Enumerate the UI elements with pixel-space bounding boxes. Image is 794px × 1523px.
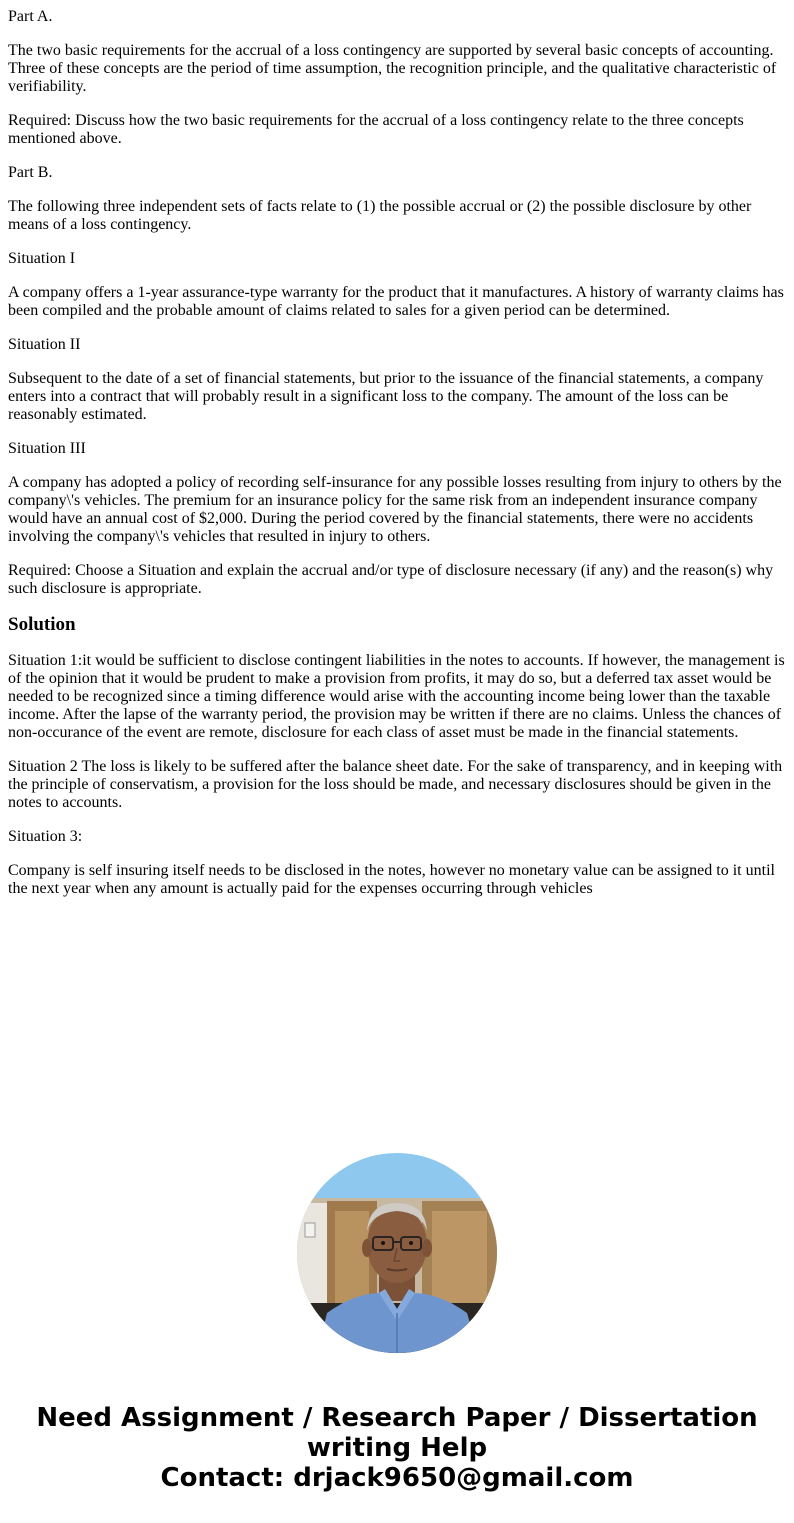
situation-3-text: A company has adopted a policy of recording self-insurance for any possible losses resulting from injury to others by the company\'s vehicles. The premium for an insurance policy for the same risk from an independent insurance company would have an annual cost of $2,000. During the period covered by the financial statements, there were no accidents involving the company\'s vehicles that resulted in injury to others.	[8, 474, 782, 545]
situation-3-title: Situation III	[8, 440, 86, 457]
portrait-photo-icon	[297, 1153, 497, 1353]
solution-situation-2: Situation 2 The loss is likely to be suffered after the balance sheet date. For the sake of transparency, and in keeping with the principle of conservatism, a provision for the loss should be made, and necessary disclosures should be given in the notes to accounts.	[8, 758, 783, 811]
situation-1-text: A company offers a 1-year assurance-type warranty for the product that it manufactures. A history of warranty claims has been compiled and the probable amount of claims related to sales for a given period can be determined.	[8, 284, 784, 319]
part-b-required: Required: Choose a Situation and explain the accrual and/or type of disclosure necessary (if any) and the reason(s) why such disclosure is appropriate.	[8, 562, 774, 597]
part-b-heading: Part B.	[8, 164, 53, 181]
promo-line-1: Need Assignment / Research Paper / Dissertation	[36, 1403, 758, 1433]
promo-contact: Contact: drjack9650@gmail.com	[160, 1463, 634, 1493]
situation-1-title: Situation I	[8, 250, 76, 267]
situation-2-title: Situation II	[8, 336, 81, 353]
part-b-intro: The following three independent sets of facts relate to (1) the possible accrual or (2) the possible disclosure by other means of a loss contingency.	[8, 198, 752, 233]
part-a-required: Required: Discuss how the two basic requirements for the accrual of a loss contingency relate to the three concepts mentioned above.	[8, 112, 744, 147]
solution-situation-1: Situation 1:it would be sufficient to disclose contingent liabilities in the notes to accounts. If however, the management is of the opinion that it would be prudent to make a provision from profits, it may do so, but a deferred tax asset would be needed to be recognized since a timing difference would arise with the accounting income being lower than the taxable income. After the lapse of the warranty period, the provision may be written if there are no claims. Unless the chances of non-occurance of the event are remote, disclosure for each class of asset must be made in the financial statements.	[8, 652, 785, 741]
promo-line-2: writing Help	[306, 1433, 488, 1463]
solution-situation-3-label: Situation 3:	[8, 828, 83, 845]
situation-2-text: Subsequent to the date of a set of financial statements, but prior to the issuance of the financial statements, a company enters into a contract that will probably result in a significant loss to the company. The amount of the loss can be reasonably estimated.	[8, 370, 764, 423]
part-a-heading: Part A.	[8, 8, 53, 25]
author-avatar	[297, 1153, 497, 1353]
solution-situation-3: Company is self insuring itself needs to be disclosed in the notes, however no monetary value can be assigned to it until the next year when any amount is actually paid for the expenses occurring through vehicles	[8, 862, 775, 897]
main-content	[8, 8, 786, 914]
solution-heading: Solution	[8, 614, 76, 635]
promo-banner	[0, 1403, 794, 1493]
part-a-intro: The two basic requirements for the accrual of a loss contingency are supported by several basic concepts of accounting. Three of these concepts are the period of time assumption, the recognition principle, and the qualitative characteristic of verifiability.	[8, 42, 777, 95]
